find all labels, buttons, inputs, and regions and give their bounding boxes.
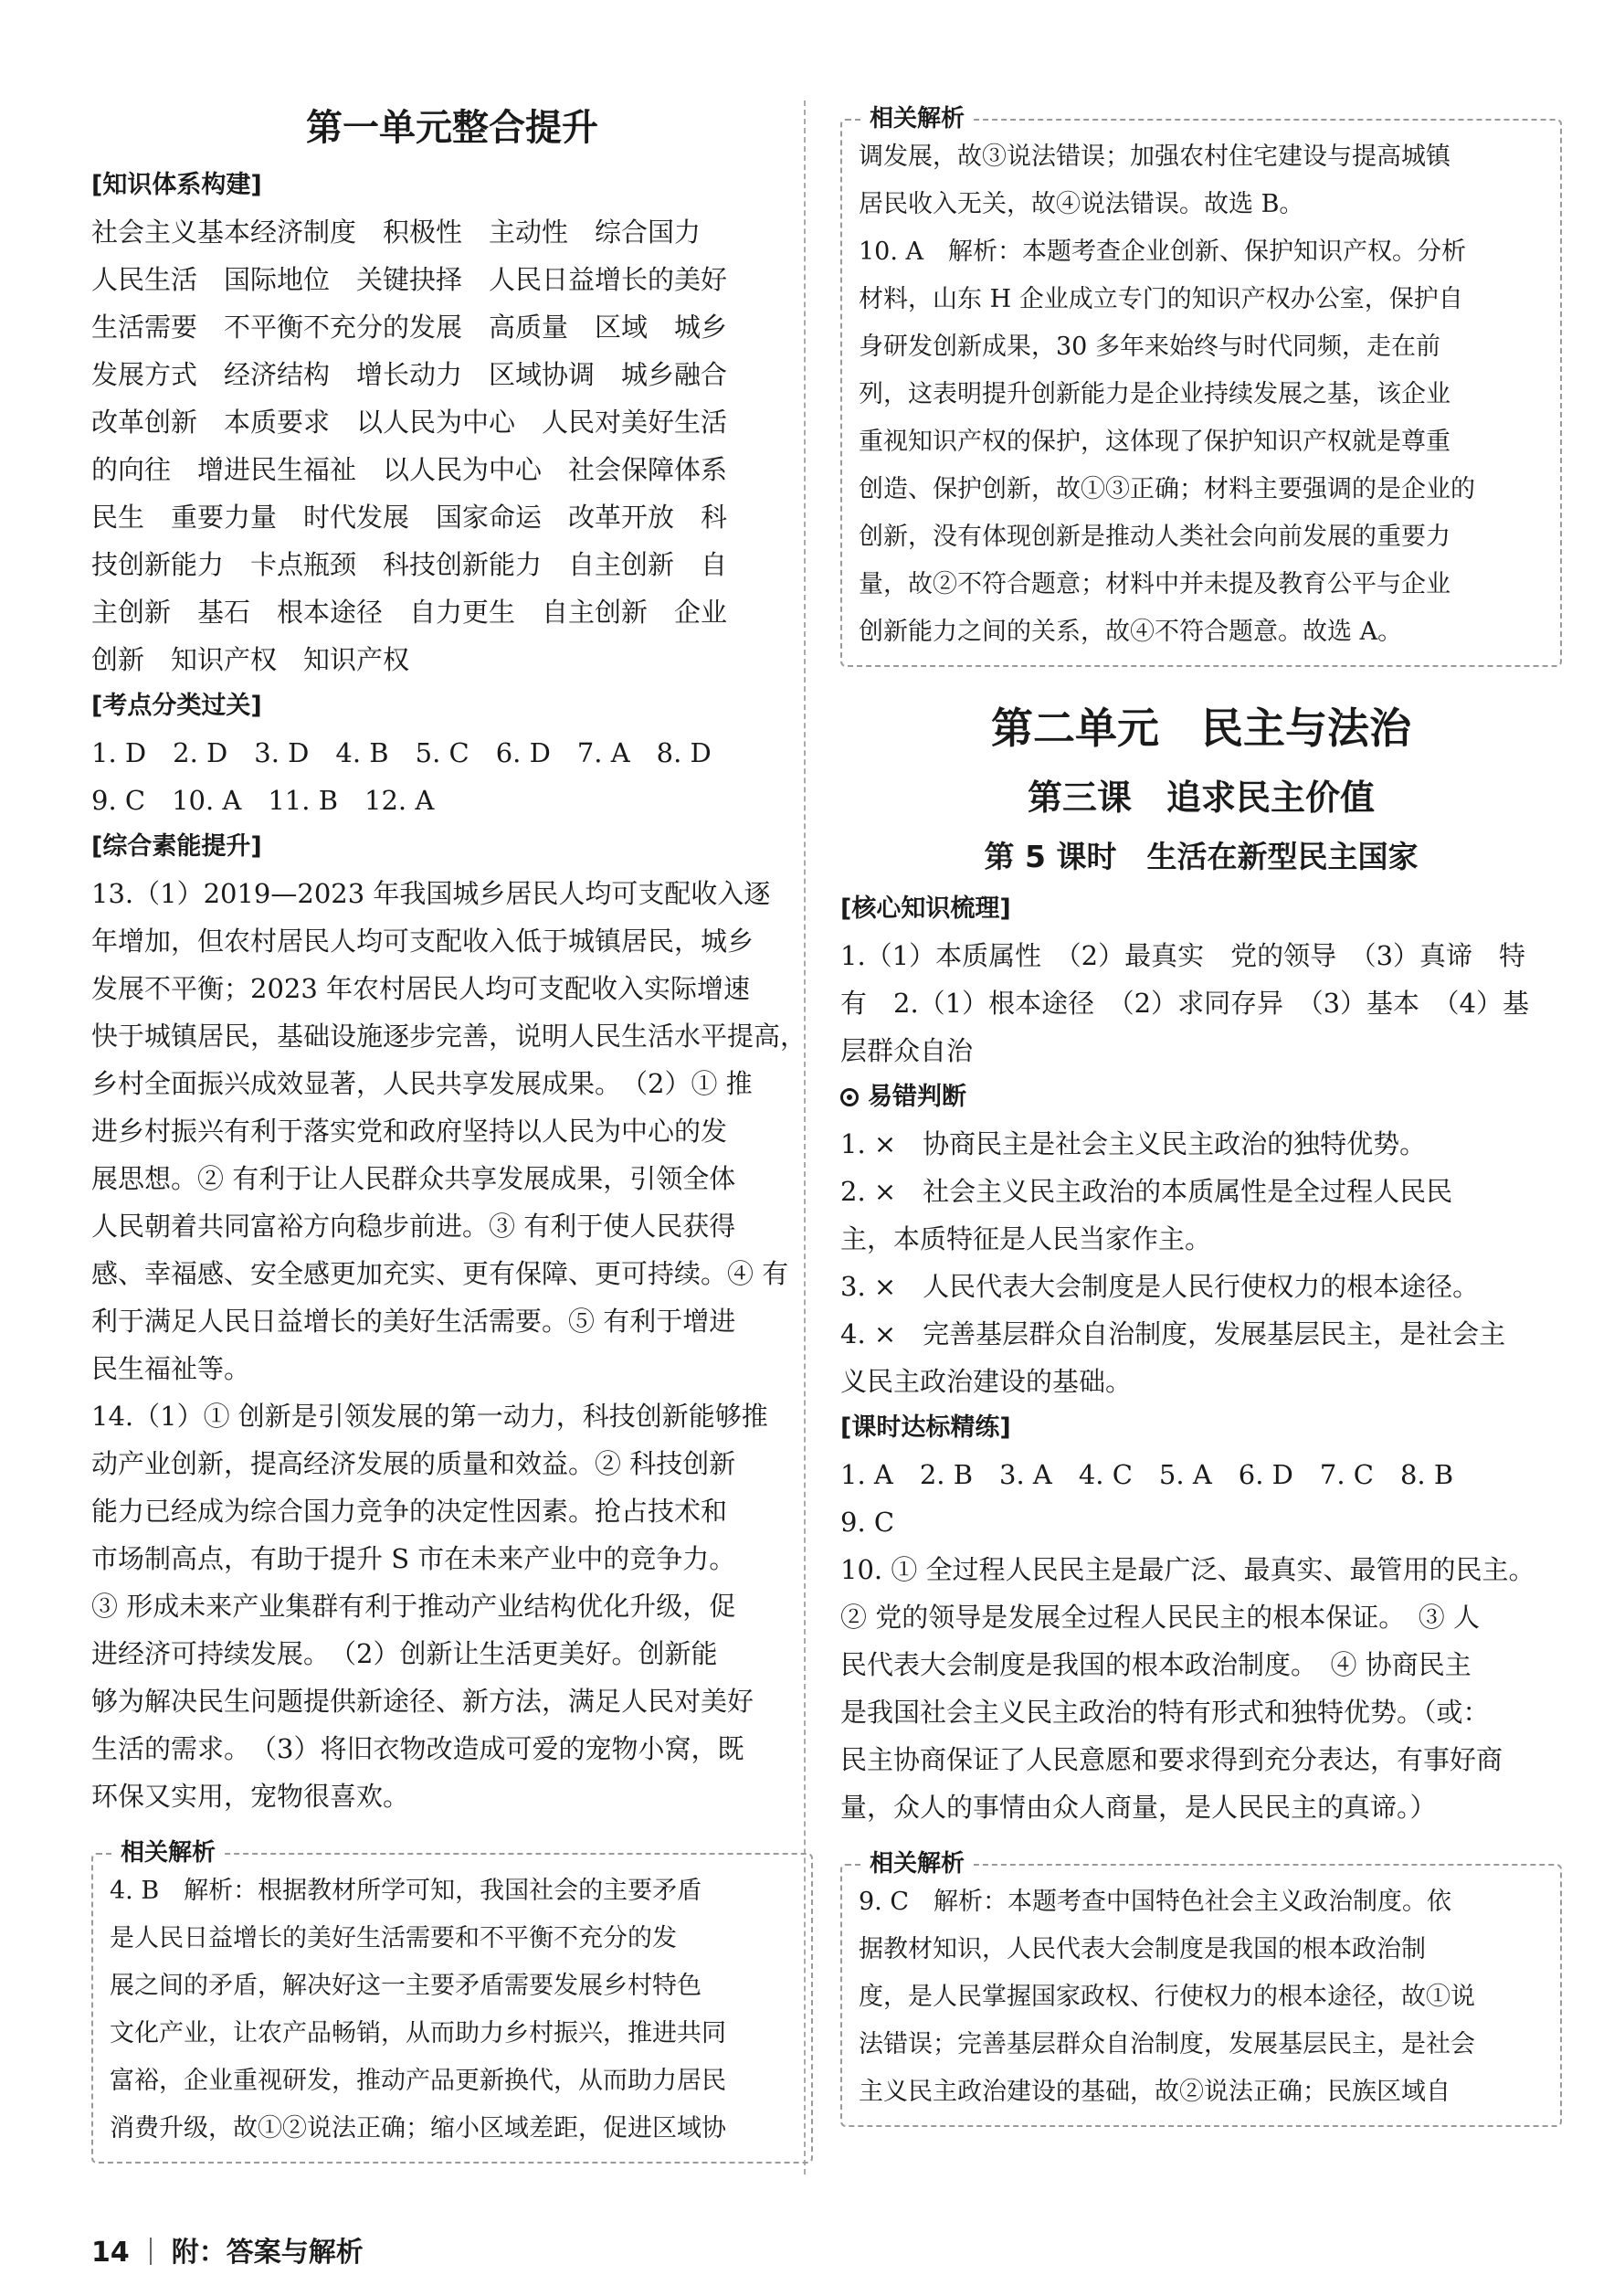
text-line: 创造、保护创新，故①③正确；材料主要强调的是企业的 <box>859 475 1475 503</box>
period-title: 第 5 课时 生活在新型民主国家 <box>984 839 1419 874</box>
text-line: 发展不平衡；2023 年农村居民人均可支配收入实际增速 <box>91 973 751 1004</box>
text-line: 重视知识产权的保护，这体现了保护知识产权就是尊重 <box>859 428 1450 456</box>
text-line: 9. C 解析：本题考查中国特色社会主义政治制度。依 <box>859 1888 1452 1916</box>
text-line: 民代表大会制度是我国的根本政治制度。 ④ 协商民主 <box>840 1649 1472 1680</box>
section-classified-practice: [考点分类过关] <box>91 692 262 720</box>
section-core-knowledge: [核心知识梳理] <box>840 894 1011 923</box>
text-line: ③ 形成未来产业集群有利于推动产业结构优化升级，促 <box>91 1591 736 1622</box>
text-line: 进经济可持续发展。 （2）创新让生活更美好。创新能 <box>91 1638 718 1669</box>
text-line: 社会主义基本经济制度 积极性 主动性 综合国力 <box>91 217 702 248</box>
question-13-answer <box>91 870 813 1392</box>
text-line: 消费升级，故①②说法正确；缩小区域差距，促进区域协 <box>110 2114 726 2143</box>
text-line: 进乡村振兴有利于落实党和政府坚持以人民为中心的发 <box>91 1116 728 1147</box>
text-line: 主创新 基石 根本途径 自力更生 自主创新 企业 <box>91 597 728 628</box>
text-line: 改革创新 本质要求 以人民为中心 人民对美好生活 <box>91 407 728 438</box>
text-line: 民生福祉等。 <box>91 1353 251 1384</box>
text-line: 身研发创新成果，30 多年来始终与时代同频，走在前 <box>859 333 1440 361</box>
text-line: 创新 知识产权 知识产权 <box>91 644 410 675</box>
text-line: 的向往 增进民生福祉 以人民为中心 社会保障体系 <box>91 454 728 485</box>
text-line: 量，众人的事情由众人商量，是人民民主的真谛。） <box>840 1792 1437 1823</box>
text-line: 度，是人民掌握国家政权、行使权力的根本途径，故①说 <box>859 1983 1475 2011</box>
text-line: 义民主政治建设的基础。 <box>840 1366 1133 1397</box>
text-line: 10. ① 全过程人民民主是最广泛、最真实、最管用的民主。 <box>840 1554 1535 1585</box>
text-line: 创新，没有体现创新是推动人类社会向前发展的重要力 <box>859 523 1450 551</box>
text-line: 感、幸福感、安全感更加充实、更有保障、更可持续。④ 有 <box>91 1258 789 1289</box>
text-line: 主，本质特征是人民当家作主。 <box>840 1223 1212 1254</box>
text-line: 据教材知识，人民代表大会制度是我国的根本政治制 <box>859 1935 1426 1963</box>
text-line: 是人民日益增长的美好生活需要和不平衡不充分的发 <box>110 1924 677 1952</box>
page-number: 14 <box>91 2237 130 2269</box>
analysis-box-label: 相关解析 <box>860 1847 974 1880</box>
text-line: 法错误；完善基层群众自治制度，发展基层民主，是社会 <box>859 2030 1475 2058</box>
text-line: 2. × 社会主义民主政治的本质属性是全过程人民民 <box>840 1176 1453 1207</box>
text-line: 人民朝着共同富裕方向稳步前进。③ 有利于使人民获得 <box>91 1211 736 1242</box>
text-line: 人民生活 国际地位 关键抉择 人民日益增长的美好 <box>91 264 728 295</box>
text-line: 有 2.（1）根本途径 （2）求同存异 （3）基本 （4）基 <box>840 988 1529 1019</box>
text-line: 够为解决民生问题提供新途径、新方法，满足人民对美好 <box>91 1686 754 1717</box>
section-lesson-practice: [课时达标精练] <box>840 1413 1011 1442</box>
text-line: 列，这表明提升创新能力是企业持续发展之基，该企业 <box>859 380 1450 408</box>
text-line: 技创新能力 卡点瓶颈 科技创新能力 自主创新 自 <box>91 549 728 580</box>
footer-divider <box>150 2238 152 2265</box>
text-line: 创新能力之间的关系，故④不符合题意。故选 A。 <box>859 618 1403 646</box>
lesson-title: 第三课 追求民主价值 <box>1027 778 1375 818</box>
text-line: 年增加，但农村居民人均可支配收入低于城镇居民，城乡 <box>91 926 754 957</box>
question-10-answer <box>840 1546 1562 1831</box>
text-line: 生活的需求。 （3）将旧衣物改造成可爱的宠物小窝，既 <box>91 1733 744 1764</box>
right-column <box>840 105 1562 2127</box>
text-line: 发展方式 经济结构 增长动力 区域协调 城乡融合 <box>91 359 728 390</box>
analysis-box-continued <box>840 105 1562 667</box>
text-line: 市场制高点，有助于提升 S 市在未来产业中的竞争力。 <box>91 1543 736 1574</box>
text-line: 乡村全面振兴成效显著，人民共享发展成果。 （2）① 推 <box>91 1068 753 1099</box>
text-line: ② 党的领导是发展全过程人民民主的根本保证。 ③ 人 <box>840 1602 1480 1633</box>
text-line: 是我国社会主义民主政治的特有形式和独特优势。（或： <box>840 1697 1490 1728</box>
text-line: 能力已经成为综合国力竞争的决定性因素。抢占技术和 <box>91 1496 728 1527</box>
error-prone-judgement-heading <box>840 1074 1562 1120</box>
answer-line: 9. C 10. A 11. B 12. A <box>91 785 435 816</box>
section-knowledge-system: [知识体系构建] <box>91 171 262 199</box>
answer-line: 1. A 2. B 3. A 4. C 5. A 6. D 7. C 8. B <box>840 1459 1454 1490</box>
text-line: 居民收入无关，故④说法错误。故选 B。 <box>859 190 1304 218</box>
text-line: 展思想。② 有利于让人民群众共享发展成果，引领全体 <box>91 1163 736 1194</box>
answer-line: 1. D 2. D 3. D 4. B 5. C 6. D 7. A 8. D <box>91 737 712 768</box>
text-line: 文化产业，让农产品畅销，从而助力乡村振兴，推进共同 <box>110 2019 726 2047</box>
page-footer <box>91 2229 364 2270</box>
section-comprehensive: [综合素能提升] <box>91 832 262 861</box>
text-line: 材料，山东 H 企业成立专门的知识产权办公室，保护自 <box>859 285 1463 313</box>
text-line: 展之间的矛盾，解决好这一主要矛盾需要发展乡村特色 <box>110 1972 702 2000</box>
text-line: 富裕，企业重视研发，推动产品更新换代，从而助力居民 <box>110 2067 726 2095</box>
unit-summary-title: 第一单元整合提升 <box>306 107 598 149</box>
bullet-circle-icon <box>840 1088 859 1106</box>
text-line: 4. B 解析：根据教材所学可知，我国社会的主要矛盾 <box>110 1877 702 1905</box>
text-line: 环保又实用，宠物很喜欢。 <box>91 1781 410 1812</box>
answer-line: 9. C <box>840 1507 895 1538</box>
text-line: 动产业创新，提高经济发展的质量和效益。② 科技创新 <box>91 1448 736 1479</box>
text-line: 利于满足人民日益增长的美好生活需要。⑤ 有利于增进 <box>91 1306 736 1337</box>
text-line: 层群众自治 <box>840 1035 974 1066</box>
text-line: 生活需要 不平衡不充分的发展 高质量 区域 城乡 <box>91 312 728 343</box>
text-line: 10. A 解析：本题考查企业创新、保护知识产权。分析 <box>859 238 1467 266</box>
text-line: 4. × 完善基层群众自治制度，发展基层民主，是社会主 <box>840 1318 1506 1349</box>
left-column <box>91 101 813 2164</box>
knowledge-terms <box>91 208 813 683</box>
analysis-box-2 <box>840 1850 1562 2127</box>
text-line: 快于城镇居民，基础设施逐步完善，说明人民生活水平提高， <box>91 1021 807 1052</box>
text-line: 1. × 协商民主是社会主义民主政治的独特优势。 <box>840 1128 1427 1159</box>
text-line: 13.（1）2019—2023 年我国城乡居民人均可支配收入逐 <box>91 878 771 909</box>
text-line: 14.（1）① 创新是引领发展的第一动力，科技创新能够推 <box>91 1401 768 1432</box>
text-line: 量，故②不符合题意；材料中并未提及教育公平与企业 <box>859 570 1450 598</box>
text-line: 3. × 人民代表大会制度是人民行使权力的根本途径。 <box>840 1271 1480 1302</box>
text-line: 调发展，故③说法错误；加强农村住宅建设与提高城镇 <box>859 143 1450 171</box>
footer-label: 附：答案与解析 <box>171 2237 364 2269</box>
analysis-box-label: 相关解析 <box>111 1836 225 1869</box>
analysis-box-label: 相关解析 <box>860 102 974 135</box>
text-line: 1.（1）本质属性 （2）最真实 党的领导 （3）真谛 特 <box>840 940 1526 971</box>
analysis-box <box>91 1839 813 2164</box>
question-14-answer <box>91 1392 813 1820</box>
text-line: 民主协商保证了人民意愿和要求得到充分表达，有事好商 <box>840 1744 1503 1775</box>
unit-title: 第二单元 民主与法治 <box>991 704 1411 753</box>
text-line: 民生 重要力量 时代发展 国家命运 改革开放 科 <box>91 502 728 533</box>
judgement-title: 易错判断 <box>868 1083 966 1111</box>
text-line: 主义民主政治建设的基础，故②说法正确；民族区域自 <box>859 2078 1450 2106</box>
